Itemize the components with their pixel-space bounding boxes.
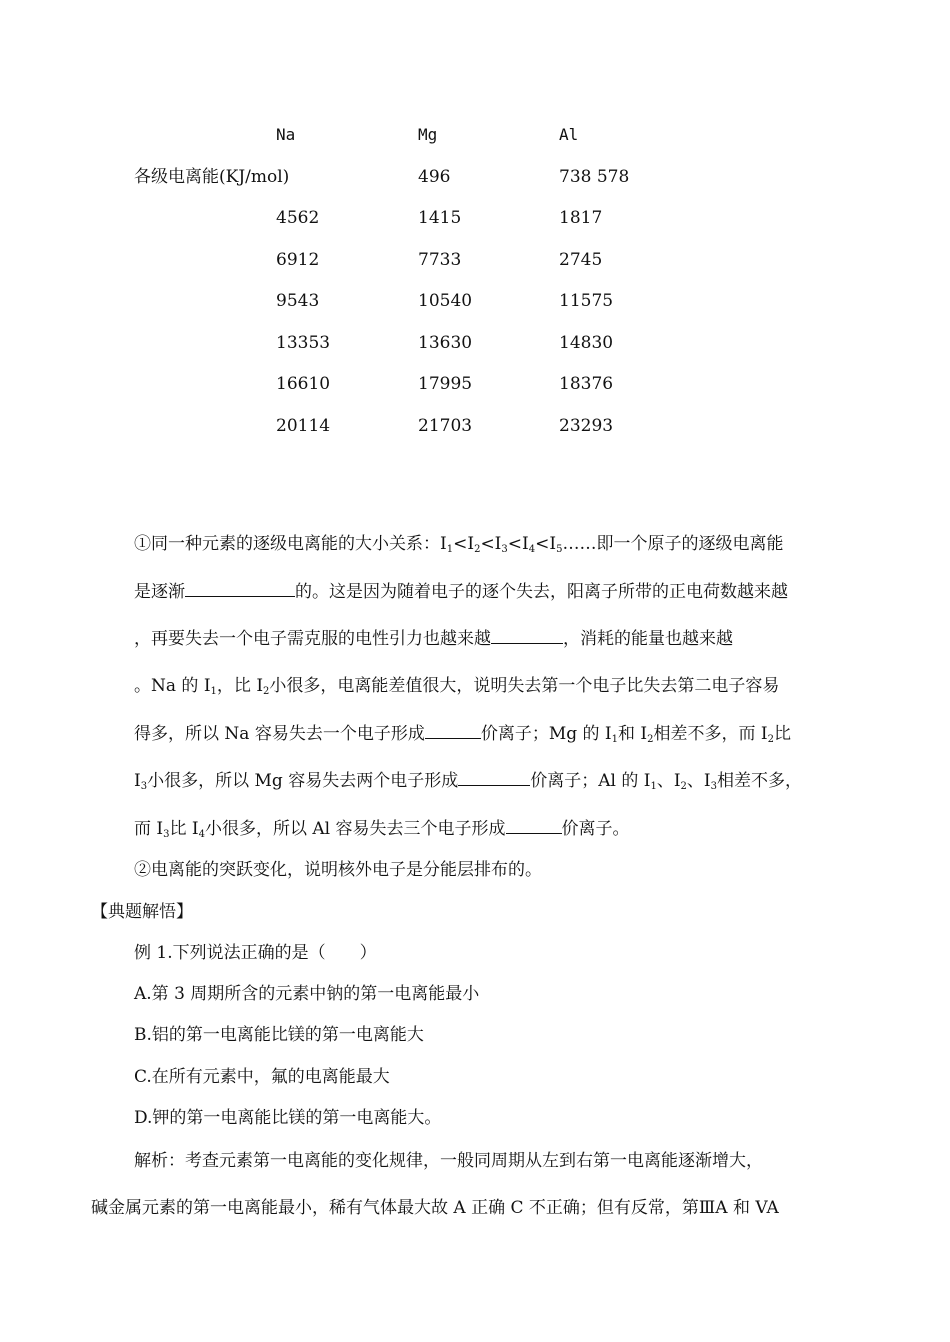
- answer-blank[interactable]: [425, 720, 481, 739]
- table-cell: 16610: [276, 374, 331, 394]
- option-c: C.在所有元素中，氟的电离能最大: [134, 1067, 390, 1087]
- table-cell: 496: [418, 167, 451, 187]
- table-cell: 10540: [418, 291, 473, 311]
- text-line: 。Na 的 $I_1$，比 $I_2$小很多，电离能差值很大，说明失去第一个电子比失去第二电子容易: [134, 676, 780, 697]
- table-cell: 1817: [559, 208, 603, 228]
- text-line: 而 $I_3$比 $I_4$小很多，所以 Al 容易失去三个电子形成 价离子。: [134, 815, 630, 842]
- table-row: [0, 165, 950, 189]
- text-line: ，再要失去一个电子需克服的电性引力也越来越 ，消耗的能量也越来越: [134, 625, 733, 652]
- table-cell: 13630: [418, 333, 473, 353]
- table-row: [0, 414, 950, 438]
- table-cell: 13353: [276, 333, 331, 353]
- text-line: 得多，所以 Na 容易失去一个电子形成 价离子；Mg 的 $I_1$和 $I_2$相差不多，而 $I_2$比: [134, 720, 791, 747]
- analysis-line: 解析：考查元素第一电离能的变化规律，一般同周期从左到右第一电离能逐渐增大，: [134, 1151, 763, 1171]
- question-stem: 例 1.下列说法正确的是（ ）: [134, 943, 377, 963]
- option-a: A.第 3 周期所含的元素中钠的第一电离能最小: [134, 984, 480, 1004]
- row-label: 各级电离能(KJ/mol): [134, 167, 290, 187]
- option-d: D.钾的第一电离能比镁的第一电离能大。: [134, 1108, 442, 1128]
- analysis-line: 碱金属元素的第一电离能最小，稀有气体最大故 A 正确 C 不正确；但有反常，第ⅢA 和 VA: [91, 1198, 779, 1218]
- table-row: [0, 372, 950, 396]
- header-al: Al: [559, 125, 579, 144]
- text-line: $I_3$小很多，所以 Mg 容易失去两个电子形成 价离子；Al 的 $I_1$、$I_2$、$I_3$相差不多，: [134, 767, 802, 794]
- header-na: Na: [276, 125, 296, 144]
- table-cell: 18376: [559, 374, 614, 394]
- table-cell: 7733: [418, 250, 462, 270]
- table-cell: 1415: [418, 208, 462, 228]
- table-cell: 17995: [418, 374, 473, 394]
- answer-blank[interactable]: [506, 815, 562, 834]
- paragraph-ionization-jump: ②电离能的突跃变化，说明核外电子是分能层排布的。: [134, 860, 542, 880]
- table-row: [0, 289, 950, 313]
- table-cell: 2745: [559, 250, 603, 270]
- table-cell: 11575: [559, 291, 614, 311]
- table-cell: 14830: [559, 333, 614, 353]
- table-cell: 9543: [276, 291, 320, 311]
- answer-blank[interactable]: [458, 767, 530, 786]
- header-mg: Mg: [418, 125, 438, 144]
- table-cell: 6912: [276, 250, 320, 270]
- table-row: [0, 248, 950, 272]
- answer-blank[interactable]: [185, 578, 295, 597]
- table-cell: 4562: [276, 208, 320, 228]
- table-cell: 20114: [276, 416, 331, 436]
- answer-blank[interactable]: [491, 625, 563, 644]
- text-line: 是逐渐 的。这是因为随着电子的逐个失去，阳离子所带的正电荷数越来越: [134, 578, 788, 605]
- text-line: ①同一种元素的逐级电离能的大小关系：$I_1<I_2<I_3<I_4<I_5\dots\dots$即一个原子的逐级电离能: [134, 534, 784, 555]
- table-cell: 23293: [559, 416, 614, 436]
- table-row: [0, 331, 950, 355]
- table-cell: 738 578: [559, 167, 630, 187]
- table-header-row: [0, 123, 950, 147]
- table-row: [0, 206, 950, 230]
- table-cell: 21703: [418, 416, 473, 436]
- option-b: B.铝的第一电离能比镁的第一电离能大: [134, 1025, 424, 1045]
- section-title: 【典题解悟】: [91, 902, 193, 922]
